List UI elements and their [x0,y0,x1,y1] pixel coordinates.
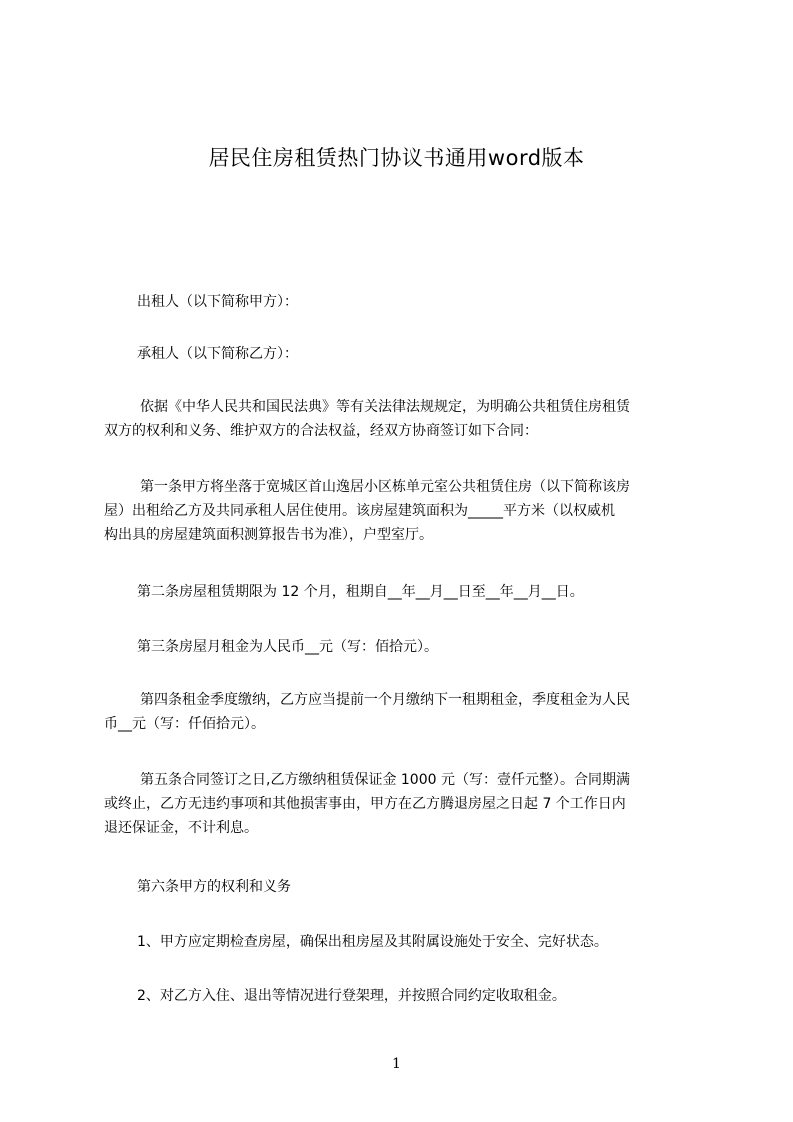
paragraph-line: 第二条房屋租赁期限为 12 个月，租期自__年__月__日至__年__月__日。 [137,584,584,600]
paragraph-line: 2、对乙方入住、退出等情况进行登架理，并按照合同约定收取租金。 [137,988,566,1004]
paragraph-article-1 [104,475,704,547]
page-number: 1 [392,1056,401,1072]
document-title: 居民住房租赁热门协议书通用word版本 [208,146,585,170]
paragraph-line: 第一条甲方将坐落于宽城区首山逸居小区栋单元室公共租赁住房（以下简称该房 [140,479,630,495]
paragraph-line: 第四条租金季度缴纳，乙方应当提前一个月缴纳下一租期租金，季度租金为人民 [140,692,630,708]
paragraph-line: 承租人（以下简称乙方）： [137,346,298,362]
paragraph-article-2 [104,580,704,604]
paragraph-article-3 [104,635,704,659]
paragraph-preamble [104,395,704,443]
paragraph-lessor [104,290,704,314]
paragraph-article-5 [104,768,704,840]
paragraph-article-6 [104,875,704,899]
paragraph-line: 第六条甲方的权利和义务 [137,879,291,895]
paragraph-line: 币__元（写：仟佰拾元）。 [104,716,265,732]
paragraph-line: 1、甲方应定期检查房屋，确保出租房屋及其附属设施处于安全、完好状态。 [137,934,608,950]
paragraph-item-1 [104,930,704,954]
paragraph-line: 双方的权利和义务、维护双方的合法权益，经双方协商签订如下合同： [104,423,538,439]
paragraph-line: 屋）出租给乙方及共同承租人居住使用。该房屋建筑面积为_____平方米（以权威机 [104,503,615,519]
paragraph-line: 或终止，乙方无违约事项和其他损害事由，甲方在乙方腾退房屋之日起 7 个工作日内 [104,796,626,812]
paragraph-article-4 [104,688,704,736]
paragraph-line: 第五条合同签订之日,乙方缴纳租赁保证金 1000 元（写：壹仟元整）。合同期满 [140,772,630,788]
paragraph-lessee [104,342,704,366]
paragraph-line: 依据《中华人民共和国民法典》等有关法律法规规定，为明确公共租赁住房租赁 [140,399,630,415]
paragraph-line: 出租人（以下简称甲方）： [137,294,298,310]
paragraph-line: 退还保证金，不计利息。 [104,820,258,836]
paragraph-line: 构出具的房屋建筑面积测算报告书为准），户型室厅。 [104,527,433,543]
paragraph-line: 第三条房屋月租金为人民币__元（写：佰拾元）。 [137,639,438,655]
paragraph-item-2 [104,984,704,1008]
